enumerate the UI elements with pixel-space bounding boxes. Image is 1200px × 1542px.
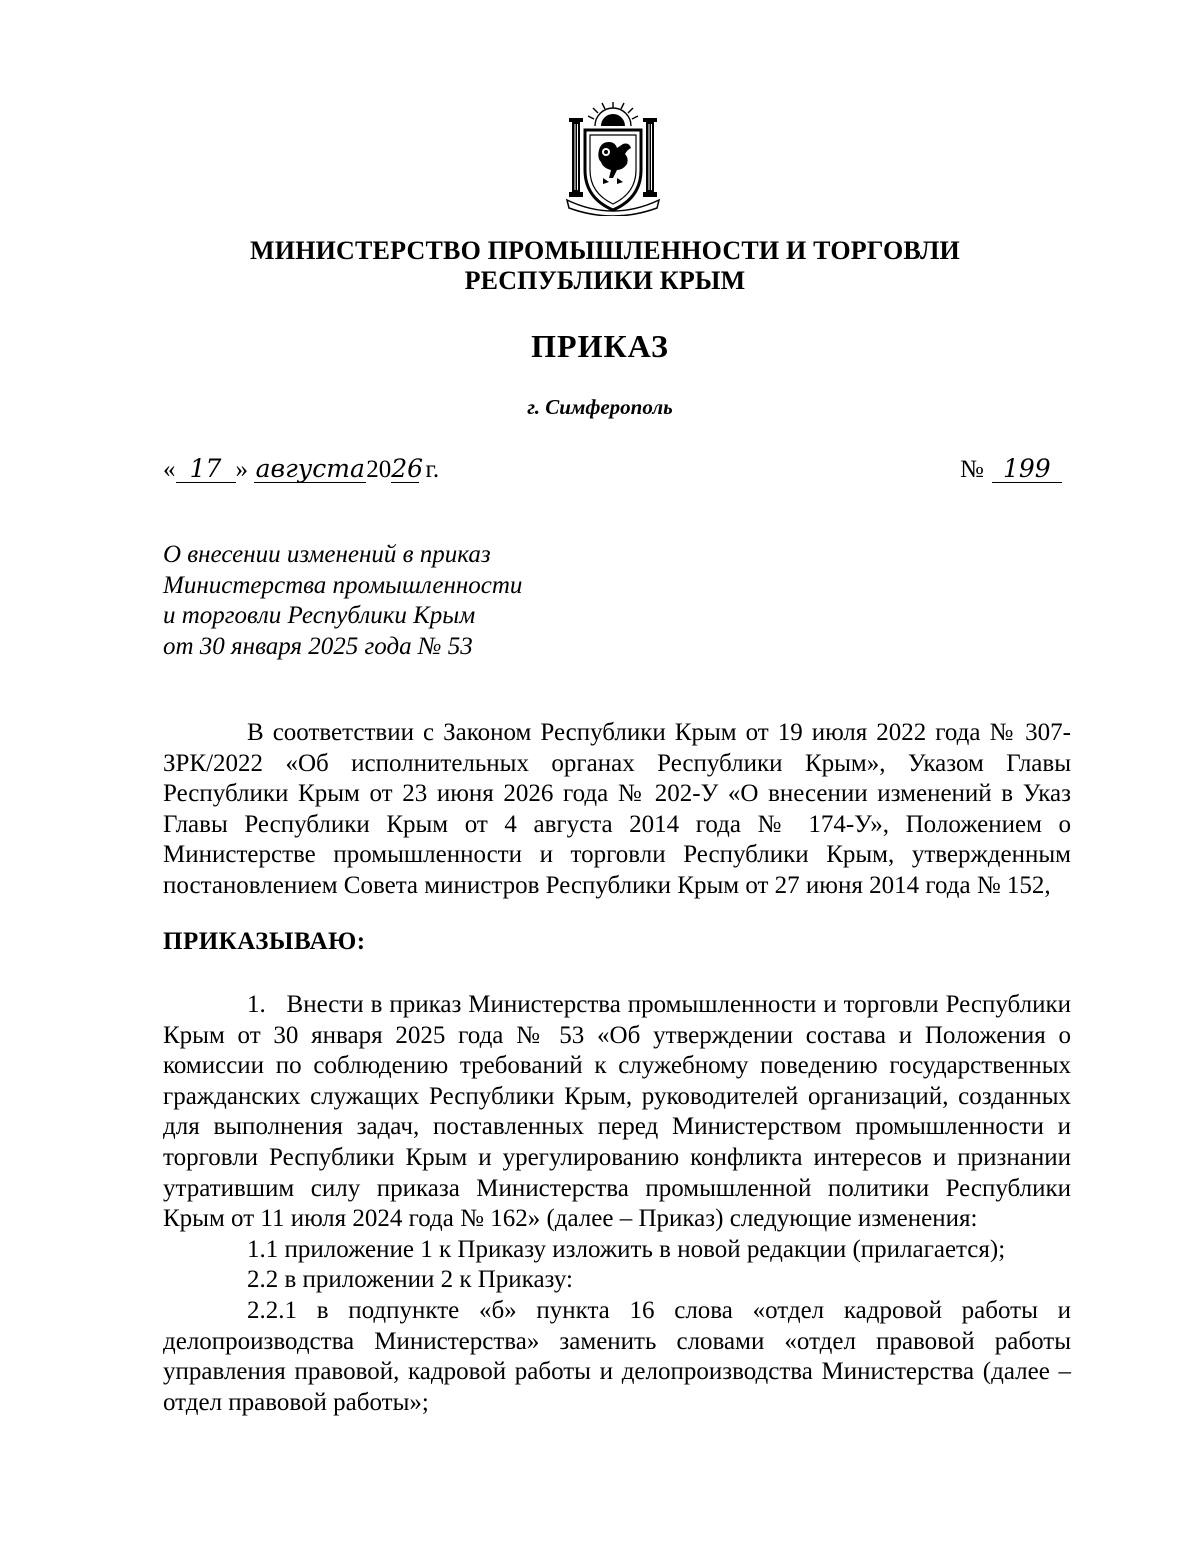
- date-year-suffix: 26: [391, 454, 424, 483]
- ministry-name-line1: МИНИСТЕРСТВО ПРОМЫШЛЕННОСТИ И ТОРГОВЛИ: [250, 236, 960, 265]
- document-type-title: ПРИКАЗ: [531, 328, 669, 364]
- preamble-text: В соответствии с Законом Республики Крым от 19 июля 2022 года № 307-ЗРК/2022 «Об исполнительных органах Республики Крым», Указом Главы Республики Крым от 23 июня 2026 года № 202-У «О внесении изменений в Указ Главы Республики Крым от 4 августа 2014 года № 174-У», Положением о Министерстве промышленности и торговли Республики Крым, утвержденным постановлением Совета министров Республики Крым от 27 июня 2014 года № 152,: [163, 719, 1071, 899]
- point-2-2: 2.2 в приложении 2 к Приказу:: [247, 1266, 574, 1294]
- order-subject: [163, 540, 583, 662]
- order-points: [163, 990, 1078, 1418]
- point-1-1: 1.1 приложение 1 к Приказу изложить в новой редакции (прилагается);: [247, 1235, 1006, 1263]
- order-number-value: 199: [992, 456, 1062, 483]
- date-day: 17: [176, 456, 236, 483]
- subject-line: от 30 января 2025 года № 53: [163, 632, 473, 660]
- date-year-abbr: г.: [425, 456, 440, 483]
- subject-line: и торговли Республики Крым: [163, 602, 476, 629]
- ministry-name-line2: РЕСПУБЛИКИ КРЫМ: [464, 266, 746, 295]
- crimea-coat-of-arms-icon: [563, 100, 663, 216]
- point-1: 1. Внести в приказ Министерства промышленности и торговли Республики Крым от 30 января 2025 года № 53 «Об утверждении состава и Положения о комиссии по соблюдению требований к служебному поведению государственных гражданских служащих Республики Крым, руководителей организаций, созданных для выполнения задач, поставленных перед Министерством промышленности и торговли Республики Крым и урегулированию конфликта интересов и признании утратившим силу приказа Министерства промышленной политики Республики Крым от 11 июля 2024 года № 162» (далее – Приказ) следующие изменения:: [163, 991, 1078, 1233]
- number-sign: №: [960, 456, 984, 483]
- order-date: [163, 455, 439, 485]
- date-open-quote: «: [163, 456, 176, 483]
- order-number: [960, 455, 1062, 485]
- subject-line: Министерства промышленности: [163, 571, 523, 599]
- preamble-paragraph: [163, 718, 1071, 902]
- ministry-name: [0, 236, 1200, 296]
- point-2-2-1: 2.2.1 в подпункте «б» пункта 16 слова «отдел кадровой работы и делопроизводства Министерства» заменить словами «отдел правовой работы управления правовой, кадровой работы и делопроизводства Министерства (далее – отдел правовой работы»;: [163, 1296, 1071, 1416]
- subject-line: О внесении изменений в приказ: [163, 541, 491, 568]
- order-directive-word: ПРИКАЗЫВАЮ:: [163, 928, 366, 955]
- city-name: г. Симферополь: [527, 395, 673, 419]
- date-close-quote: »: [235, 456, 248, 483]
- date-year-prefix: 20: [366, 456, 392, 483]
- date-month: августа: [255, 454, 365, 483]
